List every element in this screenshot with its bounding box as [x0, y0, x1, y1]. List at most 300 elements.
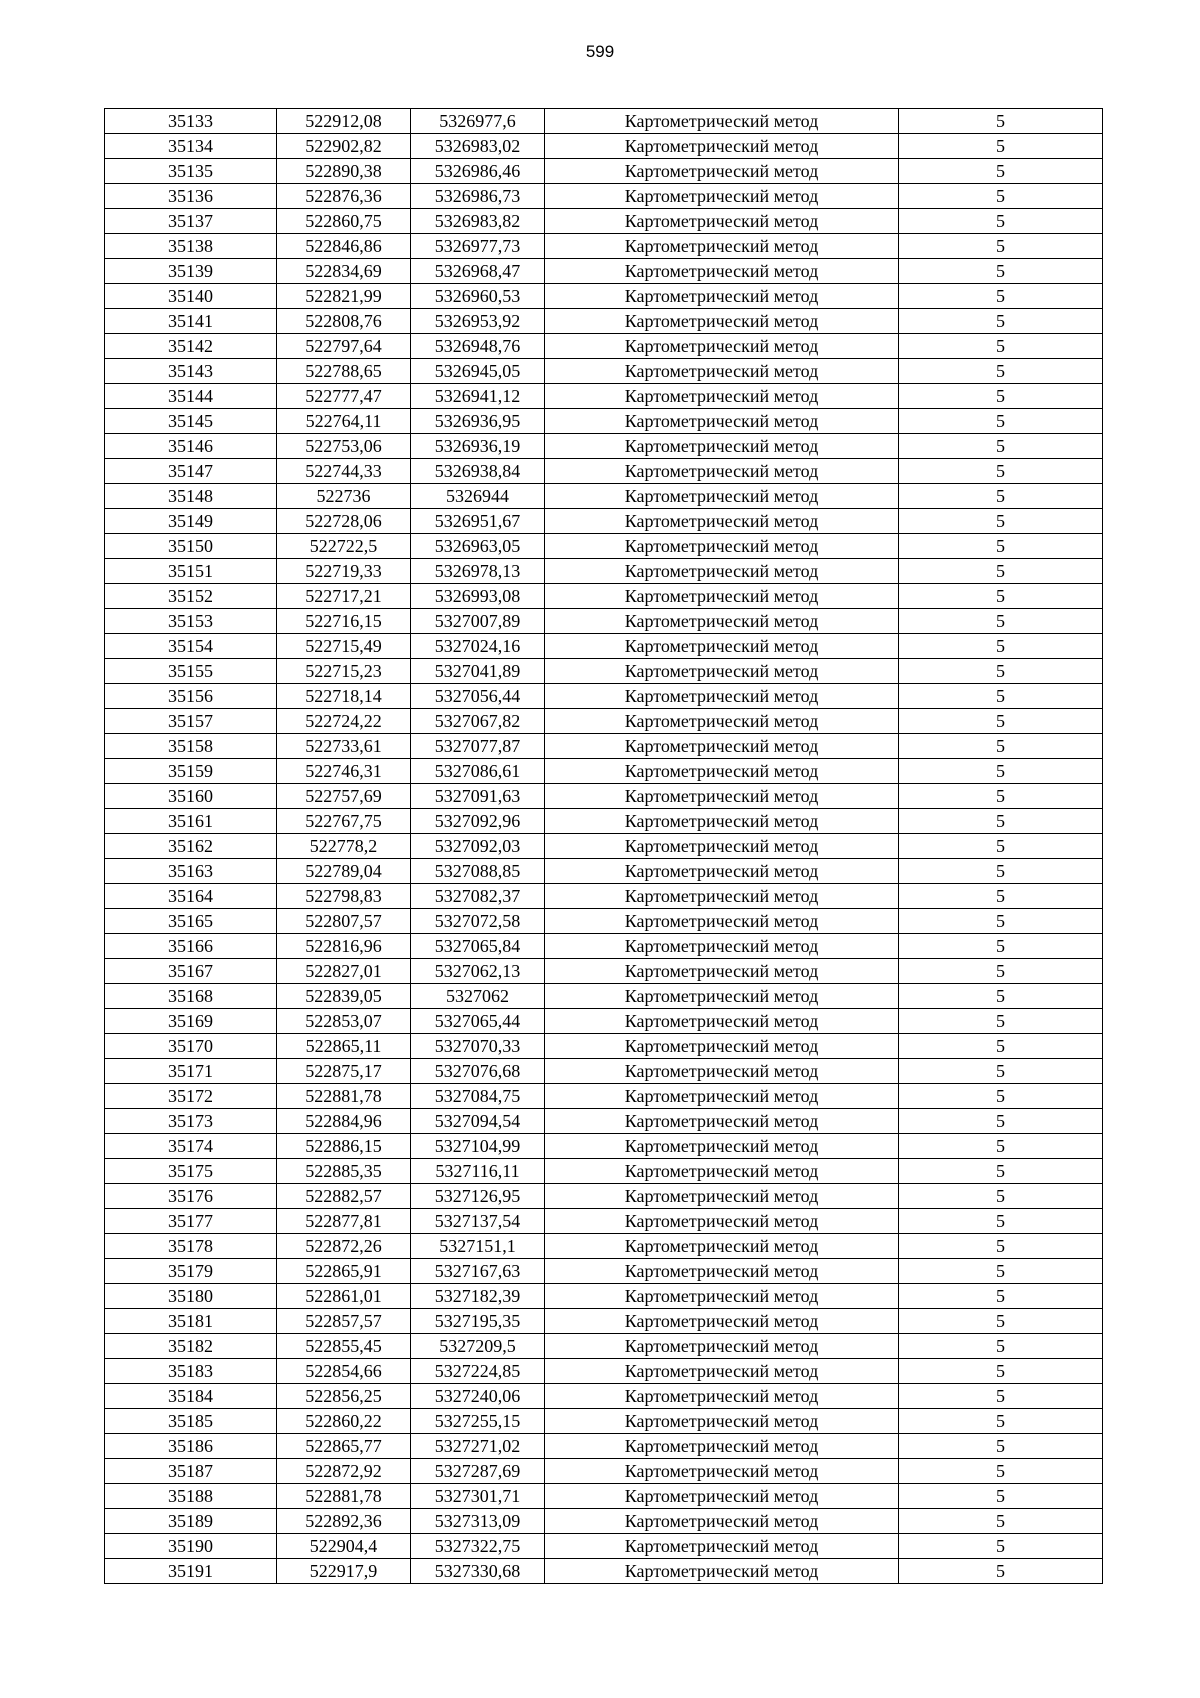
table-row — [105, 1234, 1103, 1259]
x-coordinate-cell: 522788,65 — [277, 359, 411, 384]
method-cell: Картометрический метод — [545, 584, 899, 609]
y-coordinate-cell: 5326936,95 — [411, 409, 545, 434]
y-coordinate-cell: 5327072,58 — [411, 909, 545, 934]
accuracy-cell: 5 — [899, 509, 1103, 534]
y-coordinate-cell: 5327062 — [411, 984, 545, 1009]
accuracy-cell: 5 — [899, 809, 1103, 834]
x-coordinate-cell: 522872,92 — [277, 1459, 411, 1484]
point-number-cell: 35175 — [105, 1159, 277, 1184]
point-number-cell: 35188 — [105, 1484, 277, 1509]
accuracy-cell: 5 — [899, 1434, 1103, 1459]
method-cell: Картометрический метод — [545, 1559, 899, 1584]
x-coordinate-cell: 522722,5 — [277, 534, 411, 559]
table-row — [105, 209, 1103, 234]
method-cell: Картометрический метод — [545, 259, 899, 284]
point-number-cell: 35141 — [105, 309, 277, 334]
table-row — [105, 384, 1103, 409]
y-coordinate-cell: 5326936,19 — [411, 434, 545, 459]
x-coordinate-cell: 522872,26 — [277, 1234, 411, 1259]
y-coordinate-cell: 5326968,47 — [411, 259, 545, 284]
x-coordinate-cell: 522854,66 — [277, 1359, 411, 1384]
point-number-cell: 35140 — [105, 284, 277, 309]
method-cell: Картометрический метод — [545, 1034, 899, 1059]
y-coordinate-cell: 5327195,35 — [411, 1309, 545, 1334]
x-coordinate-cell: 522816,96 — [277, 934, 411, 959]
table-row — [105, 1534, 1103, 1559]
accuracy-cell: 5 — [899, 1259, 1103, 1284]
point-number-cell: 35154 — [105, 634, 277, 659]
table-row — [105, 259, 1103, 284]
x-coordinate-cell: 522821,99 — [277, 284, 411, 309]
table-row — [105, 934, 1103, 959]
x-coordinate-cell: 522857,57 — [277, 1309, 411, 1334]
y-coordinate-cell: 5327287,69 — [411, 1459, 545, 1484]
table-row — [105, 1334, 1103, 1359]
accuracy-cell: 5 — [899, 1384, 1103, 1409]
method-cell: Картометрический метод — [545, 634, 899, 659]
method-cell: Картометрический метод — [545, 559, 899, 584]
y-coordinate-cell: 5326977,73 — [411, 234, 545, 259]
accuracy-cell: 5 — [899, 1109, 1103, 1134]
method-cell: Картометрический метод — [545, 209, 899, 234]
x-coordinate-cell: 522856,25 — [277, 1384, 411, 1409]
point-number-cell: 35142 — [105, 334, 277, 359]
table-row — [105, 184, 1103, 209]
x-coordinate-cell: 522855,45 — [277, 1334, 411, 1359]
method-cell: Картометрический метод — [545, 659, 899, 684]
method-cell: Картометрический метод — [545, 609, 899, 634]
x-coordinate-cell: 522767,75 — [277, 809, 411, 834]
method-cell: Картометрический метод — [545, 1109, 899, 1134]
table-row — [105, 509, 1103, 534]
table-row — [105, 159, 1103, 184]
method-cell: Картометрический метод — [545, 234, 899, 259]
method-cell: Картометрический метод — [545, 359, 899, 384]
accuracy-cell: 5 — [899, 109, 1103, 134]
accuracy-cell: 5 — [899, 359, 1103, 384]
y-coordinate-cell: 5326945,05 — [411, 359, 545, 384]
table-row — [105, 1384, 1103, 1409]
y-coordinate-cell: 5327067,82 — [411, 709, 545, 734]
x-coordinate-cell: 522778,2 — [277, 834, 411, 859]
y-coordinate-cell: 5327024,16 — [411, 634, 545, 659]
point-number-cell: 35155 — [105, 659, 277, 684]
table-row — [105, 1009, 1103, 1034]
x-coordinate-cell: 522746,31 — [277, 759, 411, 784]
point-number-cell: 35137 — [105, 209, 277, 234]
y-coordinate-cell: 5326986,73 — [411, 184, 545, 209]
accuracy-cell: 5 — [899, 259, 1103, 284]
accuracy-cell: 5 — [899, 1134, 1103, 1159]
point-number-cell: 35187 — [105, 1459, 277, 1484]
method-cell: Картометрический метод — [545, 134, 899, 159]
method-cell: Картометрический метод — [545, 1009, 899, 1034]
y-coordinate-cell: 5326941,12 — [411, 384, 545, 409]
y-coordinate-cell: 5327137,54 — [411, 1209, 545, 1234]
y-coordinate-cell: 5326963,05 — [411, 534, 545, 559]
point-number-cell: 35169 — [105, 1009, 277, 1034]
x-coordinate-cell: 522808,76 — [277, 309, 411, 334]
x-coordinate-cell: 522853,07 — [277, 1009, 411, 1034]
x-coordinate-cell: 522736 — [277, 484, 411, 509]
accuracy-cell: 5 — [899, 284, 1103, 309]
accuracy-cell: 5 — [899, 434, 1103, 459]
method-cell: Картометрический метод — [545, 734, 899, 759]
table-row — [105, 609, 1103, 634]
x-coordinate-cell: 522917,9 — [277, 1559, 411, 1584]
method-cell: Картометрический метод — [545, 1259, 899, 1284]
x-coordinate-cell: 522744,33 — [277, 459, 411, 484]
point-number-cell: 35147 — [105, 459, 277, 484]
accuracy-cell: 5 — [899, 659, 1103, 684]
x-coordinate-cell: 522834,69 — [277, 259, 411, 284]
method-cell: Картометрический метод — [545, 284, 899, 309]
y-coordinate-cell: 5327126,95 — [411, 1184, 545, 1209]
accuracy-cell: 5 — [899, 1359, 1103, 1384]
table-row — [105, 334, 1103, 359]
x-coordinate-cell: 522902,82 — [277, 134, 411, 159]
accuracy-cell: 5 — [899, 209, 1103, 234]
method-cell: Картометрический метод — [545, 784, 899, 809]
point-number-cell: 35162 — [105, 834, 277, 859]
table-row — [105, 1434, 1103, 1459]
y-coordinate-cell: 5327065,44 — [411, 1009, 545, 1034]
accuracy-cell: 5 — [899, 334, 1103, 359]
accuracy-cell: 5 — [899, 1084, 1103, 1109]
method-cell: Картометрический метод — [545, 1384, 899, 1409]
method-cell: Картометрический метод — [545, 434, 899, 459]
method-cell: Картометрический метод — [545, 309, 899, 334]
x-coordinate-cell: 522884,96 — [277, 1109, 411, 1134]
table-row — [105, 309, 1103, 334]
y-coordinate-cell: 5327301,71 — [411, 1484, 545, 1509]
accuracy-cell: 5 — [899, 984, 1103, 1009]
table-row — [105, 634, 1103, 659]
point-number-cell: 35139 — [105, 259, 277, 284]
table-row — [105, 1109, 1103, 1134]
method-cell: Картометрический метод — [545, 534, 899, 559]
y-coordinate-cell: 5326983,82 — [411, 209, 545, 234]
point-number-cell: 35145 — [105, 409, 277, 434]
point-number-cell: 35165 — [105, 909, 277, 934]
y-coordinate-cell: 5327077,87 — [411, 734, 545, 759]
table-row — [105, 684, 1103, 709]
method-cell: Картометрический метод — [545, 1334, 899, 1359]
y-coordinate-cell: 5327104,99 — [411, 1134, 545, 1159]
y-coordinate-cell: 5326983,02 — [411, 134, 545, 159]
y-coordinate-cell: 5327255,15 — [411, 1409, 545, 1434]
accuracy-cell: 5 — [899, 959, 1103, 984]
method-cell: Картометрический метод — [545, 1309, 899, 1334]
table-row — [105, 359, 1103, 384]
table-row — [105, 284, 1103, 309]
accuracy-cell: 5 — [899, 709, 1103, 734]
y-coordinate-cell: 5327240,06 — [411, 1384, 545, 1409]
table-row — [105, 584, 1103, 609]
table-row — [105, 959, 1103, 984]
y-coordinate-cell: 5327007,89 — [411, 609, 545, 634]
point-number-cell: 35157 — [105, 709, 277, 734]
accuracy-cell: 5 — [899, 234, 1103, 259]
accuracy-cell: 5 — [899, 909, 1103, 934]
point-number-cell: 35158 — [105, 734, 277, 759]
y-coordinate-cell: 5327041,89 — [411, 659, 545, 684]
table-row — [105, 859, 1103, 884]
point-number-cell: 35159 — [105, 759, 277, 784]
table-row — [105, 1284, 1103, 1309]
method-cell: Картометрический метод — [545, 334, 899, 359]
x-coordinate-cell: 522753,06 — [277, 434, 411, 459]
x-coordinate-cell: 522777,47 — [277, 384, 411, 409]
x-coordinate-cell: 522807,57 — [277, 909, 411, 934]
method-cell: Картометрический метод — [545, 384, 899, 409]
point-number-cell: 35143 — [105, 359, 277, 384]
table-row — [105, 809, 1103, 834]
y-coordinate-cell: 5327076,68 — [411, 1059, 545, 1084]
y-coordinate-cell: 5327084,75 — [411, 1084, 545, 1109]
method-cell: Картометрический метод — [545, 1284, 899, 1309]
accuracy-cell: 5 — [899, 184, 1103, 209]
table-row — [105, 1084, 1103, 1109]
x-coordinate-cell: 522865,11 — [277, 1034, 411, 1059]
table-row — [105, 759, 1103, 784]
table-row — [105, 1509, 1103, 1534]
method-cell: Картометрический метод — [545, 684, 899, 709]
table-row — [105, 484, 1103, 509]
table-row — [105, 884, 1103, 909]
table-row — [105, 409, 1103, 434]
method-cell: Картометрический метод — [545, 1509, 899, 1534]
x-coordinate-cell: 522885,35 — [277, 1159, 411, 1184]
method-cell: Картометрический метод — [545, 809, 899, 834]
method-cell: Картометрический метод — [545, 709, 899, 734]
point-number-cell: 35138 — [105, 234, 277, 259]
point-number-cell: 35146 — [105, 434, 277, 459]
accuracy-cell: 5 — [899, 609, 1103, 634]
table-row — [105, 709, 1103, 734]
y-coordinate-cell: 5326993,08 — [411, 584, 545, 609]
method-cell: Картометрический метод — [545, 884, 899, 909]
table-row — [105, 1134, 1103, 1159]
method-cell: Картометрический метод — [545, 834, 899, 859]
accuracy-cell: 5 — [899, 1209, 1103, 1234]
point-number-cell: 35180 — [105, 1284, 277, 1309]
y-coordinate-cell: 5327094,54 — [411, 1109, 545, 1134]
table-row — [105, 459, 1103, 484]
y-coordinate-cell: 5327271,02 — [411, 1434, 545, 1459]
table-row — [105, 109, 1103, 134]
table-row — [105, 1484, 1103, 1509]
accuracy-cell: 5 — [899, 1534, 1103, 1559]
x-coordinate-cell: 522865,91 — [277, 1259, 411, 1284]
x-coordinate-cell: 522860,75 — [277, 209, 411, 234]
accuracy-cell: 5 — [899, 1034, 1103, 1059]
y-coordinate-cell: 5327167,63 — [411, 1259, 545, 1284]
method-cell: Картометрический метод — [545, 484, 899, 509]
y-coordinate-cell: 5327313,09 — [411, 1509, 545, 1534]
y-coordinate-cell: 5326953,92 — [411, 309, 545, 334]
accuracy-cell: 5 — [899, 559, 1103, 584]
method-cell: Картометрический метод — [545, 1134, 899, 1159]
accuracy-cell: 5 — [899, 309, 1103, 334]
method-cell: Картометрический метод — [545, 1184, 899, 1209]
table-row — [105, 134, 1103, 159]
accuracy-cell: 5 — [899, 634, 1103, 659]
accuracy-cell: 5 — [899, 384, 1103, 409]
point-number-cell: 35185 — [105, 1409, 277, 1434]
y-coordinate-cell: 5327116,11 — [411, 1159, 545, 1184]
table-row — [105, 234, 1103, 259]
x-coordinate-cell: 522846,86 — [277, 234, 411, 259]
accuracy-cell: 5 — [899, 1184, 1103, 1209]
x-coordinate-cell: 522886,15 — [277, 1134, 411, 1159]
y-coordinate-cell: 5327330,68 — [411, 1559, 545, 1584]
accuracy-cell: 5 — [899, 134, 1103, 159]
method-cell: Картометрический метод — [545, 959, 899, 984]
method-cell: Картометрический метод — [545, 984, 899, 1009]
accuracy-cell: 5 — [899, 1459, 1103, 1484]
method-cell: Картометрический метод — [545, 109, 899, 134]
point-number-cell: 35149 — [105, 509, 277, 534]
accuracy-cell: 5 — [899, 884, 1103, 909]
point-number-cell: 35160 — [105, 784, 277, 809]
table-row — [105, 834, 1103, 859]
x-coordinate-cell: 522860,22 — [277, 1409, 411, 1434]
point-number-cell: 35170 — [105, 1034, 277, 1059]
y-coordinate-cell: 5327182,39 — [411, 1284, 545, 1309]
accuracy-cell: 5 — [899, 1234, 1103, 1259]
y-coordinate-cell: 5327092,96 — [411, 809, 545, 834]
method-cell: Картометрический метод — [545, 1234, 899, 1259]
y-coordinate-cell: 5327091,63 — [411, 784, 545, 809]
x-coordinate-cell: 522881,78 — [277, 1084, 411, 1109]
point-number-cell: 35191 — [105, 1559, 277, 1584]
point-number-cell: 35153 — [105, 609, 277, 634]
point-number-cell: 35151 — [105, 559, 277, 584]
point-number-cell: 35177 — [105, 1209, 277, 1234]
y-coordinate-cell: 5327065,84 — [411, 934, 545, 959]
accuracy-cell: 5 — [899, 484, 1103, 509]
y-coordinate-cell: 5326948,76 — [411, 334, 545, 359]
accuracy-cell: 5 — [899, 1509, 1103, 1534]
point-number-cell: 35135 — [105, 159, 277, 184]
accuracy-cell: 5 — [899, 684, 1103, 709]
point-number-cell: 35172 — [105, 1084, 277, 1109]
point-number-cell: 35176 — [105, 1184, 277, 1209]
point-number-cell: 35182 — [105, 1334, 277, 1359]
method-cell: Картометрический метод — [545, 1459, 899, 1484]
table-row — [105, 1359, 1103, 1384]
table-row — [105, 909, 1103, 934]
x-coordinate-cell: 522827,01 — [277, 959, 411, 984]
y-coordinate-cell: 5326944 — [411, 484, 545, 509]
method-cell: Картометрический метод — [545, 1534, 899, 1559]
method-cell: Картометрический метод — [545, 159, 899, 184]
x-coordinate-cell: 522724,22 — [277, 709, 411, 734]
accuracy-cell: 5 — [899, 1484, 1103, 1509]
x-coordinate-cell: 522764,11 — [277, 409, 411, 434]
method-cell: Картометрический метод — [545, 1434, 899, 1459]
x-coordinate-cell: 522733,61 — [277, 734, 411, 759]
point-number-cell: 35171 — [105, 1059, 277, 1084]
y-coordinate-cell: 5327092,03 — [411, 834, 545, 859]
table-row — [105, 984, 1103, 1009]
method-cell: Картометрический метод — [545, 1209, 899, 1234]
x-coordinate-cell: 522716,15 — [277, 609, 411, 634]
y-coordinate-cell: 5326960,53 — [411, 284, 545, 309]
accuracy-cell: 5 — [899, 734, 1103, 759]
x-coordinate-cell: 522912,08 — [277, 109, 411, 134]
accuracy-cell: 5 — [899, 1009, 1103, 1034]
x-coordinate-cell: 522865,77 — [277, 1434, 411, 1459]
accuracy-cell: 5 — [899, 784, 1103, 809]
table-row — [105, 534, 1103, 559]
y-coordinate-cell: 5326951,67 — [411, 509, 545, 534]
point-number-cell: 35144 — [105, 384, 277, 409]
point-number-cell: 35184 — [105, 1384, 277, 1409]
x-coordinate-cell: 522715,23 — [277, 659, 411, 684]
point-number-cell: 35136 — [105, 184, 277, 209]
point-number-cell: 35152 — [105, 584, 277, 609]
point-number-cell: 35161 — [105, 809, 277, 834]
point-number-cell: 35173 — [105, 1109, 277, 1134]
table-row — [105, 1059, 1103, 1084]
y-coordinate-cell: 5327088,85 — [411, 859, 545, 884]
method-cell: Картометрический метод — [545, 1484, 899, 1509]
x-coordinate-cell: 522890,38 — [277, 159, 411, 184]
method-cell: Картометрический метод — [545, 1159, 899, 1184]
point-number-cell: 35174 — [105, 1134, 277, 1159]
table-row — [105, 734, 1103, 759]
method-cell: Картометрический метод — [545, 1359, 899, 1384]
accuracy-cell: 5 — [899, 459, 1103, 484]
accuracy-cell: 5 — [899, 159, 1103, 184]
x-coordinate-cell: 522876,36 — [277, 184, 411, 209]
x-coordinate-cell: 522875,17 — [277, 1059, 411, 1084]
x-coordinate-cell: 522717,21 — [277, 584, 411, 609]
accuracy-cell: 5 — [899, 1334, 1103, 1359]
table-row — [105, 1559, 1103, 1584]
point-number-cell: 35190 — [105, 1534, 277, 1559]
method-cell: Картометрический метод — [545, 1084, 899, 1109]
y-coordinate-cell: 5327224,85 — [411, 1359, 545, 1384]
x-coordinate-cell: 522719,33 — [277, 559, 411, 584]
point-number-cell: 35166 — [105, 934, 277, 959]
x-coordinate-cell: 522797,64 — [277, 334, 411, 359]
x-coordinate-cell: 522882,57 — [277, 1184, 411, 1209]
point-number-cell: 35167 — [105, 959, 277, 984]
point-number-cell: 35186 — [105, 1434, 277, 1459]
y-coordinate-cell: 5327062,13 — [411, 959, 545, 984]
method-cell: Картометрический метод — [545, 459, 899, 484]
accuracy-cell: 5 — [899, 1409, 1103, 1434]
y-coordinate-cell: 5327151,1 — [411, 1234, 545, 1259]
point-number-cell: 35189 — [105, 1509, 277, 1534]
point-number-cell: 35179 — [105, 1259, 277, 1284]
method-cell: Картометрический метод — [545, 934, 899, 959]
accuracy-cell: 5 — [899, 1559, 1103, 1584]
x-coordinate-cell: 522757,69 — [277, 784, 411, 809]
method-cell: Картометрический метод — [545, 509, 899, 534]
table-row — [105, 1409, 1103, 1434]
table-row — [105, 659, 1103, 684]
accuracy-cell: 5 — [899, 1284, 1103, 1309]
method-cell: Картометрический метод — [545, 184, 899, 209]
x-coordinate-cell: 522789,04 — [277, 859, 411, 884]
y-coordinate-cell: 5326986,46 — [411, 159, 545, 184]
method-cell: Картометрический метод — [545, 909, 899, 934]
table-row — [105, 784, 1103, 809]
